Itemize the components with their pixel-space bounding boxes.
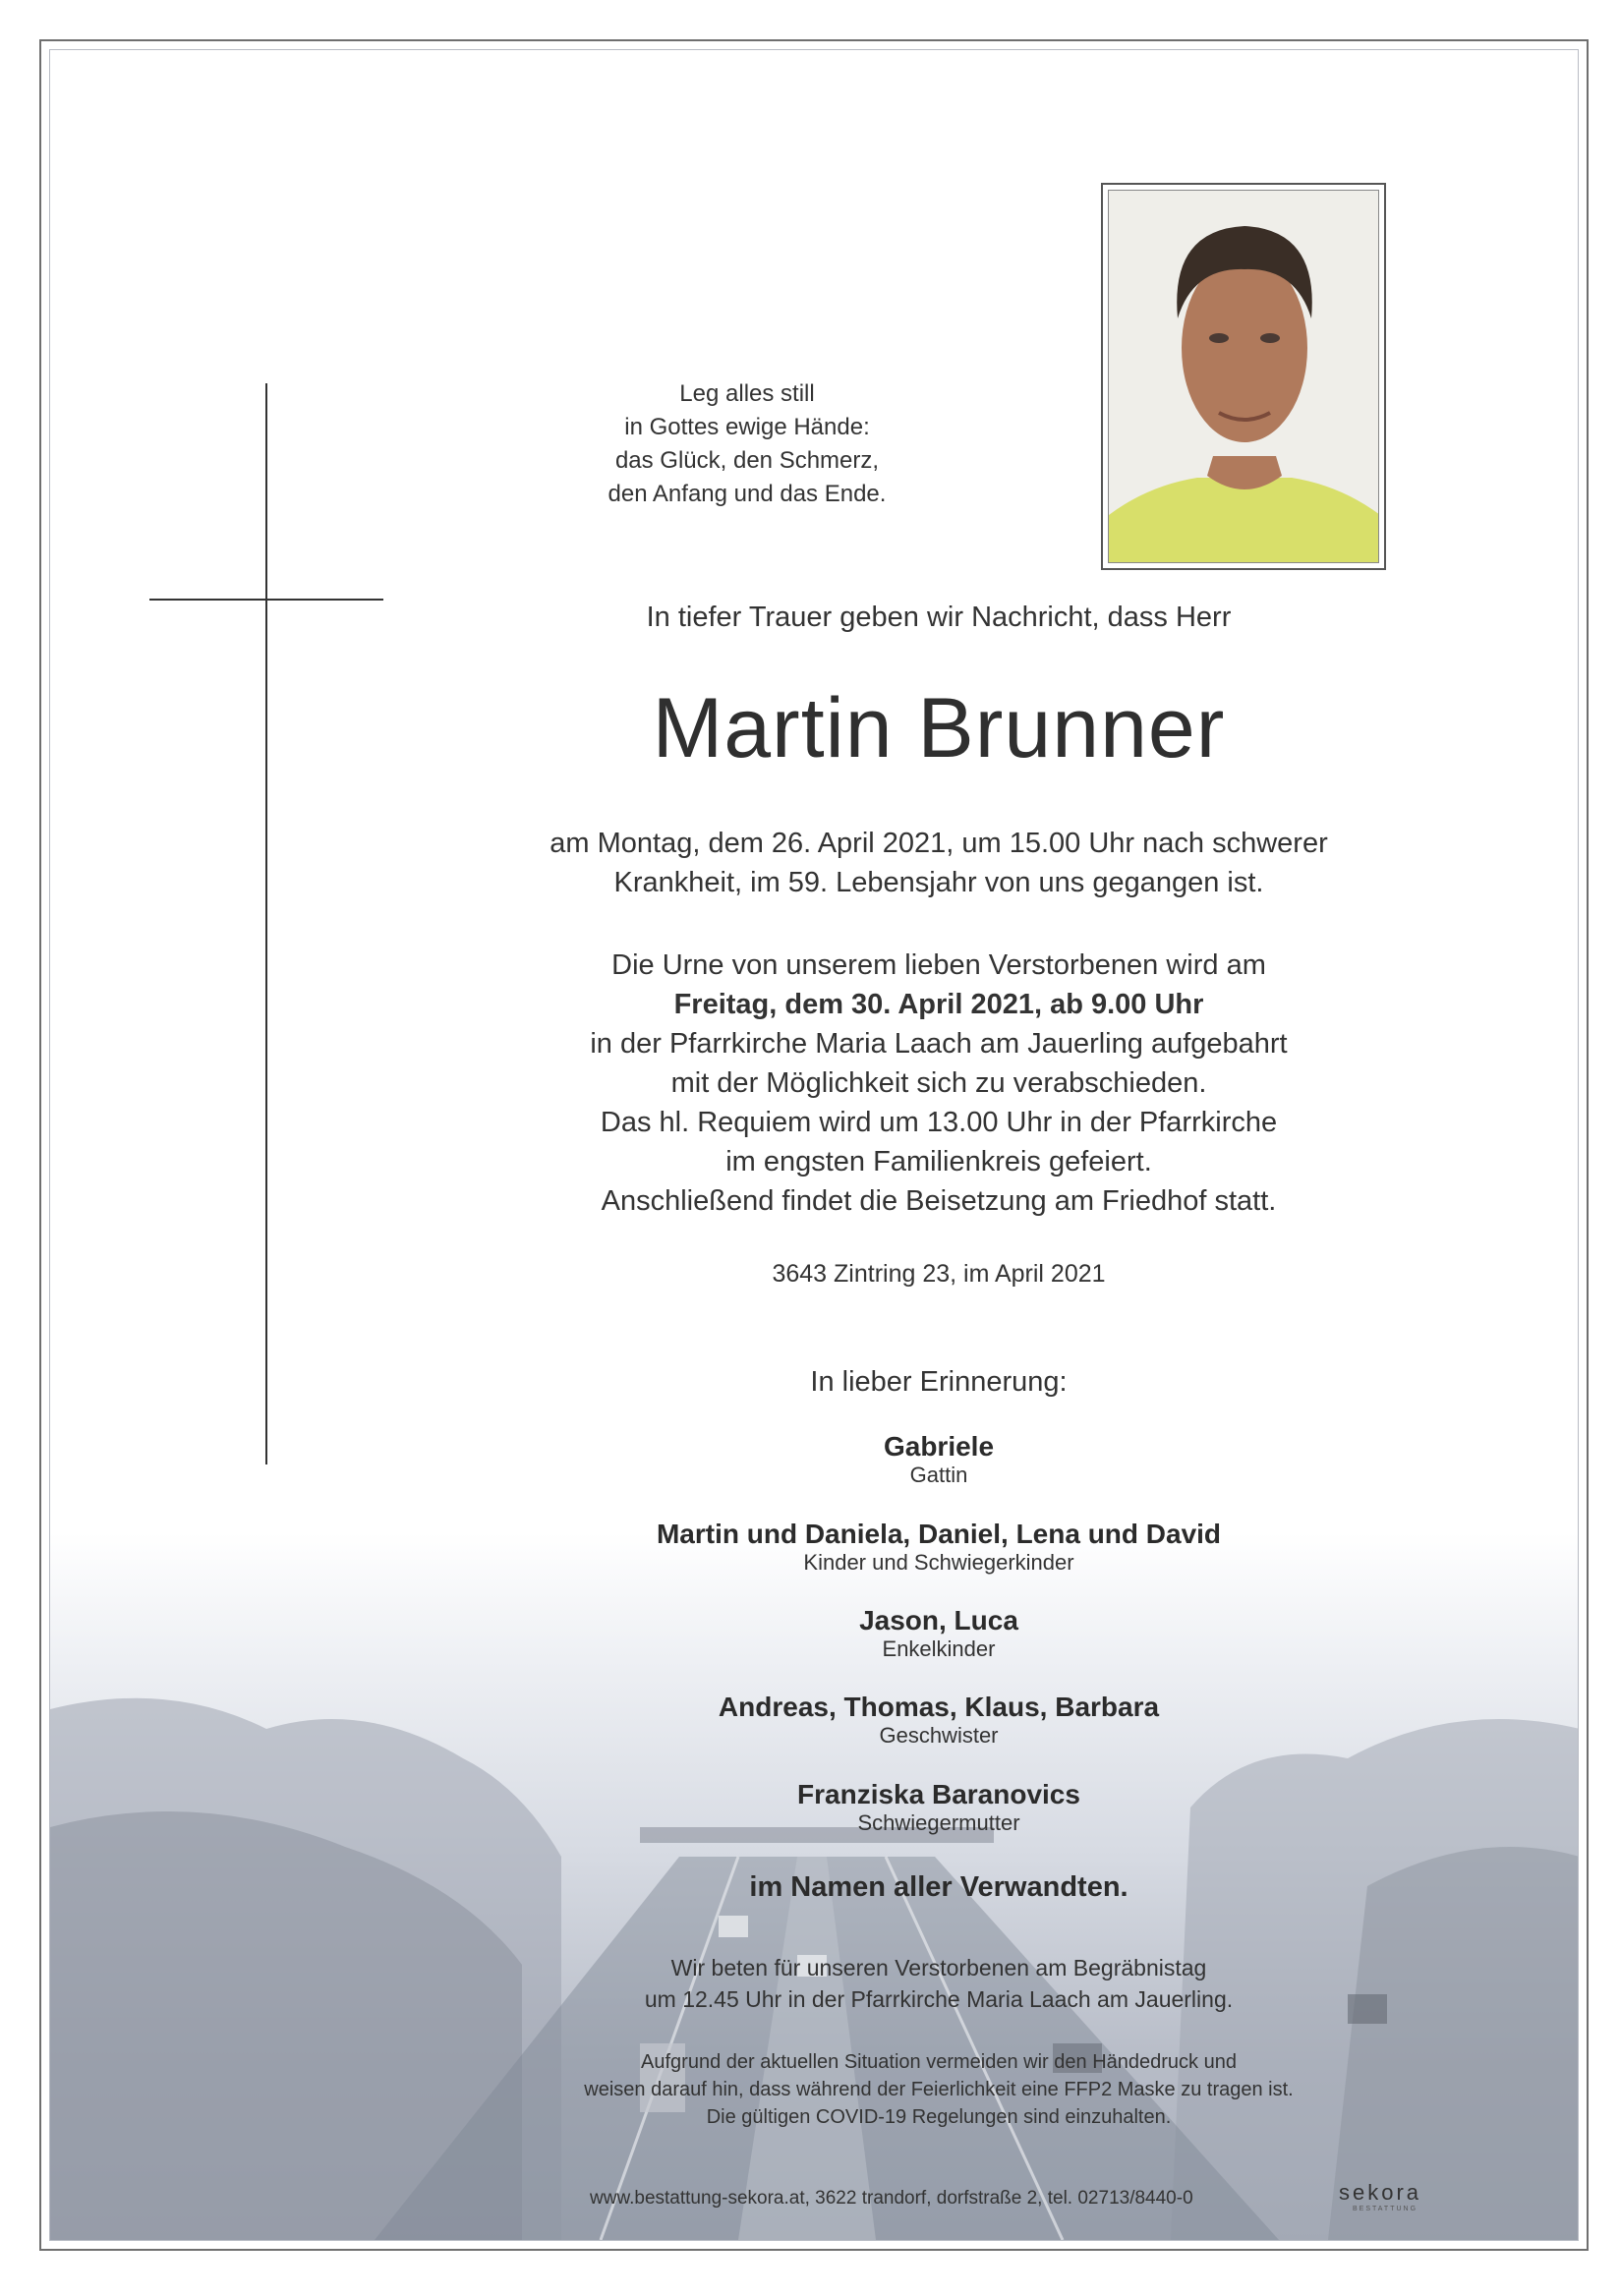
cross-horizontal	[149, 599, 383, 601]
poem-line: Leg alles still	[679, 380, 815, 407]
mourner-group	[452, 1779, 1425, 1836]
footer-contact: www.bestattung-sekora.at, 3622 trandorf, dorfstraße 2, tel. 02713/8440-0	[590, 2188, 1193, 2209]
mourner-name: Andreas, Thomas, Klaus, Barbara	[718, 1692, 1160, 1722]
mourner-relation: Schwiegermutter	[857, 1810, 1020, 1835]
mourner-group	[452, 1692, 1425, 1749]
prayer-line: Wir beten für unseren Verstorbenen am Begräbnistag	[670, 1955, 1207, 1980]
intro-text: In tiefer Trauer geben wir Nachricht, dass Herr	[646, 602, 1232, 633]
death-notice-line: am Montag, dem 26. April 2021, um 15.00 Uhr nach schwerer	[550, 828, 1328, 859]
mourner-relation: Enkelkinder	[882, 1636, 996, 1661]
poem-line: das Glück, den Schmerz,	[614, 447, 880, 474]
portrait-photo-frame	[1101, 183, 1386, 570]
mourner-name: Gabriele	[883, 1431, 995, 1462]
mourner-name: Jason, Luca	[859, 1605, 1018, 1636]
covid-notice	[452, 2048, 1425, 2131]
portrait-photo	[1108, 190, 1379, 563]
funeral-date: Freitag, dem 30. April 2021, ab 9.00 Uhr	[673, 989, 1204, 1020]
funeral-line: Anschließend findet die Beisetzung am Friedhof statt.	[601, 1185, 1277, 1217]
prayer-note	[452, 1952, 1425, 2015]
place-date: 3643 Zintring 23, im April 2021	[772, 1260, 1106, 1288]
mourner-relation: Kinder und Schwiegerkinder	[803, 1550, 1074, 1575]
logo-subtitle: BESTATTUNG	[1353, 2206, 1418, 2212]
mourner-name: Franziska Baranovics	[797, 1779, 1080, 1809]
poem-line: in Gottes ewige Hände:	[624, 414, 870, 440]
all-relatives: im Namen aller Verwandten.	[749, 1871, 1128, 1903]
covid-line: Die gültigen COVID-19 Regelungen sind einzuhalten.	[706, 2106, 1172, 2128]
mourner-relation: Geschwister	[879, 1723, 999, 1748]
funeral-line: Das hl. Requiem wird um 13.00 Uhr in der Pfarrkirche	[600, 1107, 1278, 1138]
sekora-logo: sekora	[1339, 2180, 1422, 2205]
cross-vertical	[265, 383, 267, 1464]
funeral-line: im engsten Familienkreis gefeiert.	[725, 1146, 1152, 1177]
mourner-relation: Gattin	[909, 1463, 968, 1487]
death-notice-line: Krankheit, im 59. Lebensjahr von uns gegangen ist.	[613, 867, 1264, 898]
covid-line: Aufgrund der aktuellen Situation vermeiden wir den Händedruck und	[641, 2051, 1237, 2073]
mourner-name: Martin und Daniela, Daniel, Lena und David	[656, 1519, 1222, 1549]
mourner-group	[452, 1431, 1425, 1488]
poem-line: den Anfang und das Ende.	[608, 481, 887, 507]
death-notice	[452, 824, 1425, 902]
prayer-line: um 12.45 Uhr in der Pfarrkirche Maria Laach am Jauerling.	[644, 1986, 1234, 2012]
funeral-line: mit der Möglichkeit sich zu verabschieden.	[670, 1067, 1207, 1099]
funeral-line: in der Pfarrkirche Maria Laach am Jauerling aufgebahrt	[590, 1028, 1288, 1060]
mourner-group	[452, 1605, 1425, 1662]
memory-title: In lieber Erinnerung:	[810, 1366, 1068, 1398]
deceased-name: Martin Brunner	[652, 681, 1226, 775]
funeral-line: Die Urne von unserem lieben Verstorbenen wird am	[611, 949, 1266, 981]
covid-line: weisen darauf hin, dass während der Feierlichkeit eine FFP2 Maske zu tragen ist.	[584, 2079, 1294, 2100]
poem	[550, 377, 944, 511]
mourner-group	[452, 1519, 1425, 1576]
funeral-details	[452, 946, 1425, 1221]
